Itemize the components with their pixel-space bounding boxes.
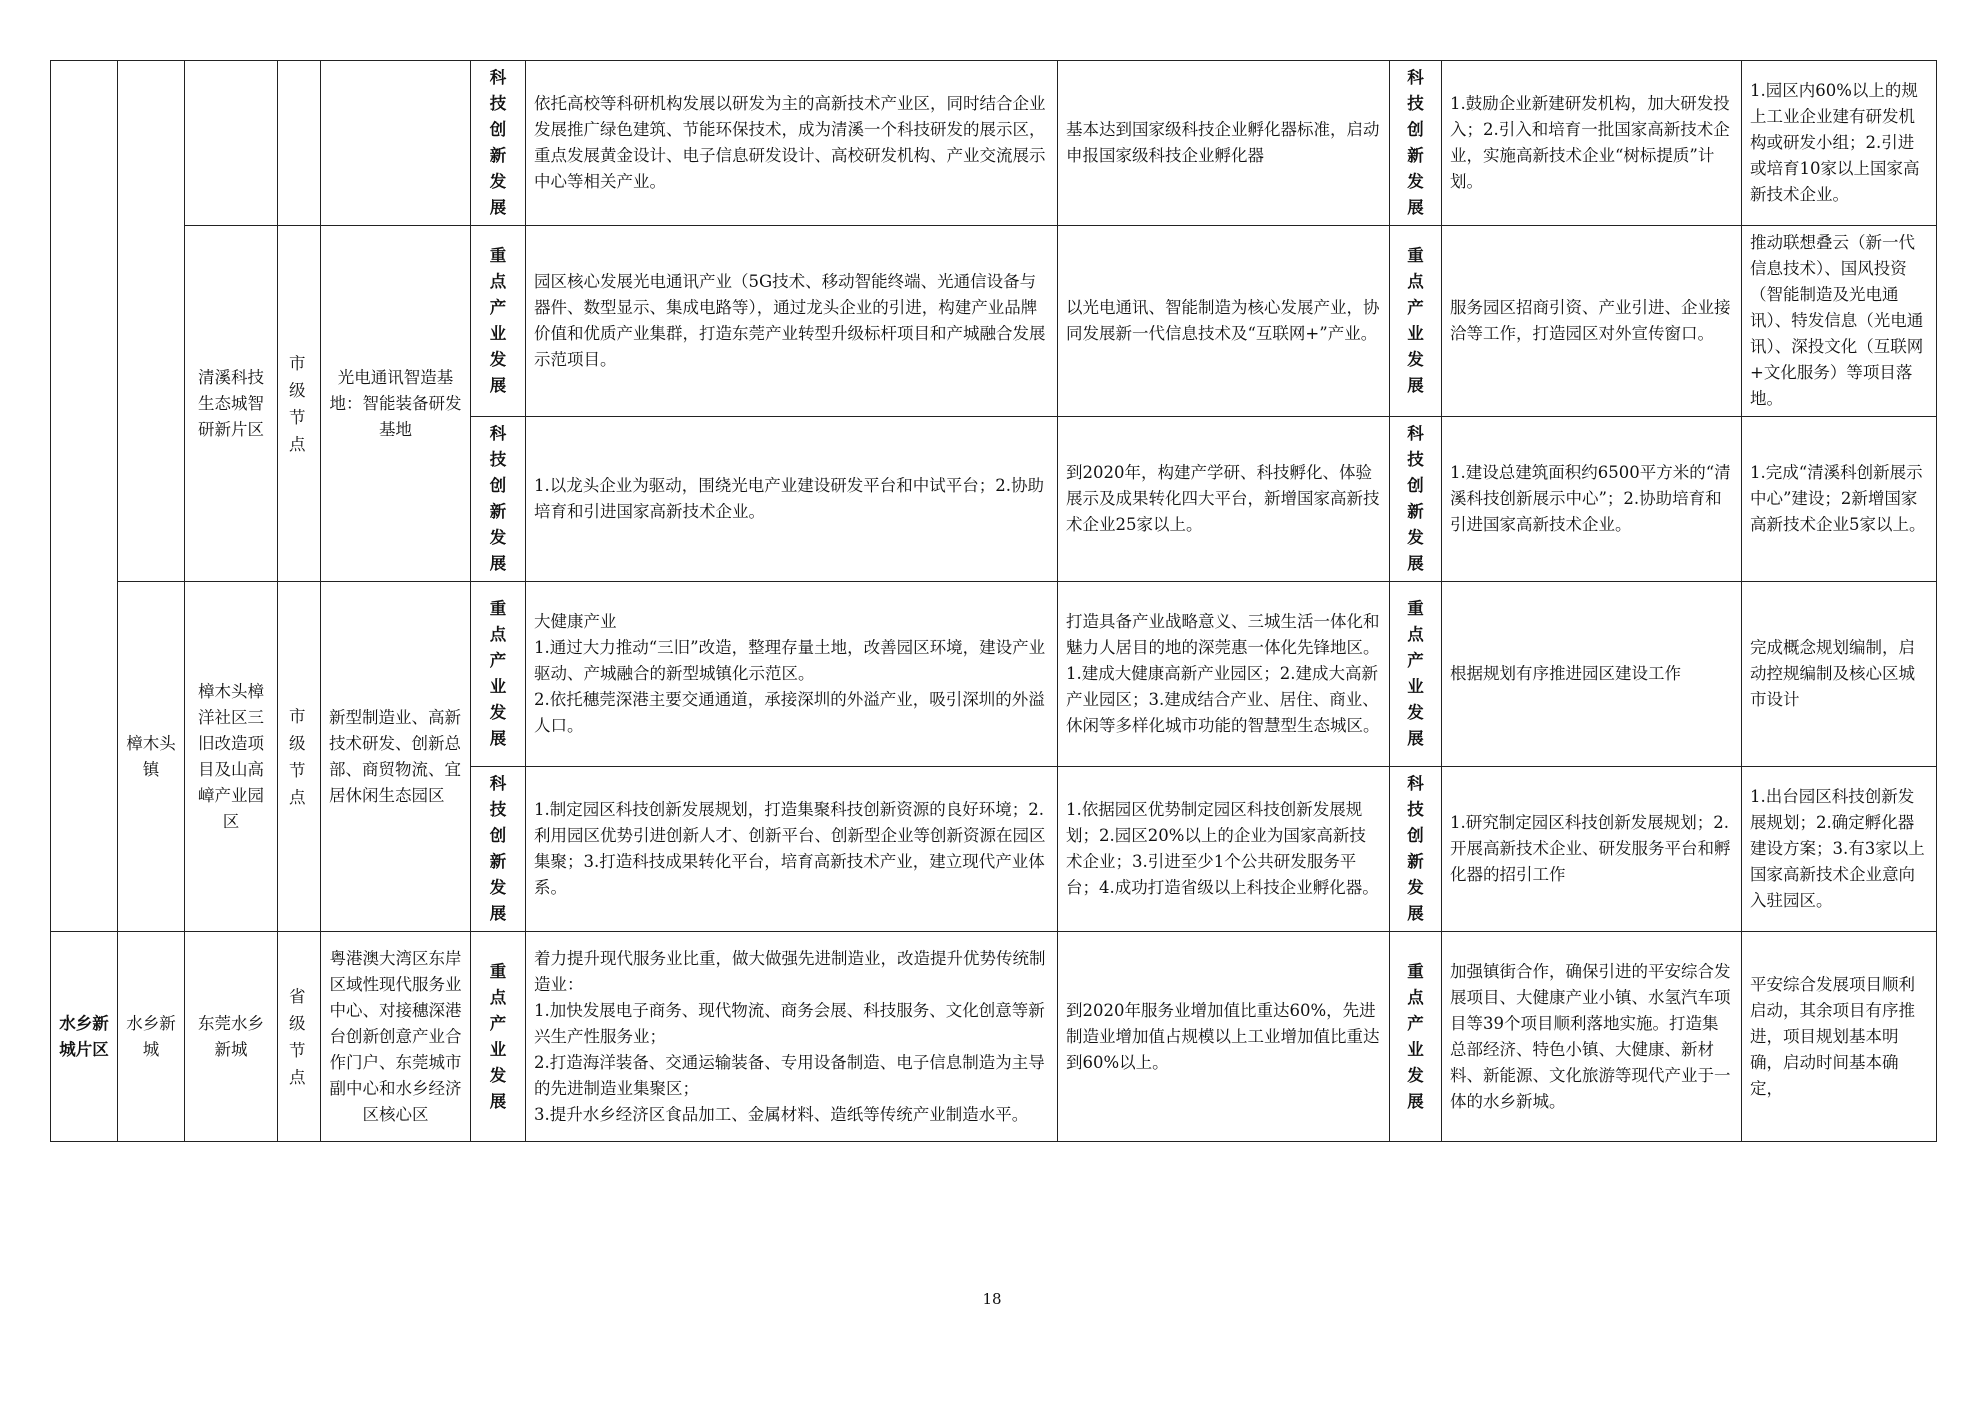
- description-cell: 1.以龙头企业为驱动，围绕光电产业建设研发平台和中试平台；2.协助培育和引进国家高新技术企业。: [526, 417, 1058, 582]
- category-cell: 科技创新发展: [471, 417, 526, 582]
- category-cell: 科技创新发展: [471, 767, 526, 932]
- level-cell: 省级节点: [278, 932, 321, 1142]
- goal-cell: 以光电通讯、智能制造为核心发展产业，协同发展新一代信息技术及“互联网+”产业。: [1058, 226, 1390, 417]
- category-cell: 重点产业发展: [471, 226, 526, 417]
- progress-cell: 1.完成“清溪科创新展示中心”建设；2新增国家高新技术企业5家以上。: [1742, 417, 1937, 582]
- park-cell-empty: [185, 61, 278, 226]
- description-cell: 大健康产业 1.通过大力推动“三旧”改造，整理存量土地，改善园区环境，建设产业驱动、产城融合的新型城镇化示范区。 2.依托穗莞深港主要交通通道，承接深圳的外溢产业，吸引深圳的外溢人口。: [526, 582, 1058, 767]
- progress-cell: 平安综合发展项目顺利启动，其余项目有序推进，项目规划基本明确，启动时间基本确定，: [1742, 932, 1937, 1142]
- level-cell-empty: [278, 61, 321, 226]
- positioning-cell: 新型制造业、高新技术研发、创新总部、商贸物流、宜居休闲生态园区: [321, 582, 471, 932]
- level-cell: 市级节点: [278, 582, 321, 932]
- page-number: 18: [982, 1290, 1002, 1308]
- table-row: [51, 226, 1937, 417]
- positioning-cell-empty: [321, 61, 471, 226]
- district-cell-empty: [51, 61, 118, 932]
- planning-table: [50, 60, 1937, 1142]
- goal-cell: 基本达到国家级科技企业孵化器标准，启动申报国家级科技企业孵化器: [1058, 61, 1390, 226]
- progress-cell: 推动联想叠云（新一代信息技术）、国风投资（智能制造及光电通讯）、特发信息（光电通讯）、深投文化（互联网+文化服务）等项目落地。: [1742, 226, 1937, 417]
- progress-cell: 1.园区内60%以上的规上工业企业建有研发机构或研发小组；2.引进或培育10家以上国家高新技术企业。: [1742, 61, 1937, 226]
- measures-cell: 1.鼓励企业新建研发机构，加大研发投入；2.引入和培育一批国家高新技术企业，实施高新技术企业“树标提质”计划。: [1442, 61, 1742, 226]
- description-cell: 依托高校等科研机构发展以研发为主的高新技术产业区，同时结合企业发展推广绿色建筑、节能环保技术，成为清溪一个科技研发的展示区，重点发展黄金设计、电子信息研发设计、高校研发机构、产业交流展示中心等相关产业。: [526, 61, 1058, 226]
- park-cell: 东莞水乡新城: [185, 932, 278, 1142]
- progress-cell: 完成概念规划编制，启动控规编制及核心区城市设计: [1742, 582, 1937, 767]
- category-cell: 重点产业发展: [1390, 932, 1442, 1142]
- measures-cell: 1.建设总建筑面积约6500平方米的“清溪科技创新展示中心”；2.协助培育和引进国家高新技术企业。: [1442, 417, 1742, 582]
- goal-cell: 到2020年，构建产学研、科技孵化、体验展示及成果转化四大平台，新增国家高新技术企业25家以上。: [1058, 417, 1390, 582]
- category-cell: 科技创新发展: [1390, 417, 1442, 582]
- table-row: [51, 582, 1937, 767]
- description-cell: 园区核心发展光电通讯产业（5G技术、移动智能终端、光通信设备与器件、数型显示、集成电路等），通过龙头企业的引进，构建产业品牌价值和优质产业集群，打造东莞产业转型升级标杆项目和产城融合发展示范项目。: [526, 226, 1058, 417]
- category-cell: 重点产业发展: [1390, 226, 1442, 417]
- district-cell: 水乡新城片区: [51, 932, 118, 1142]
- measures-cell: 根据规划有序推进园区建设工作: [1442, 582, 1742, 767]
- category-cell: 科技创新发展: [471, 61, 526, 226]
- park-cell: 清溪科技生态城智研新片区: [185, 226, 278, 582]
- description-cell: 着力提升现代服务业比重，做大做强先进制造业，改造提升优势传统制造业： 1.加快发展电子商务、现代物流、商务会展、科技服务、文化创意等新兴生产性服务业； 2.打造海洋装备、交通运输装备、专用设备制造、电子信息制造为主导的先进制造业集聚区； 3.提升水乡经济区食品加工、金属材料、造纸等传统产业制造水平。: [526, 932, 1058, 1142]
- town-cell: 水乡新城: [118, 932, 185, 1142]
- category-cell: 重点产业发展: [471, 582, 526, 767]
- table-row: [51, 932, 1937, 1142]
- measures-cell: 1.研究制定园区科技创新发展规划；2.开展高新技术企业、研发服务平台和孵化器的招引工作: [1442, 767, 1742, 932]
- level-cell: 市级节点: [278, 226, 321, 582]
- goal-cell: 1.依据园区优势制定园区科技创新发展规划；2.园区20%以上的企业为国家高新技术企业；3.引进至少1个公共研发服务平台；4.成功打造省级以上科技企业孵化器。: [1058, 767, 1390, 932]
- category-cell: 科技创新发展: [1390, 767, 1442, 932]
- measures-cell: 加强镇街合作，确保引进的平安综合发展项目、大健康产业小镇、水氢汽车项目等39个项目顺利落地实施。打造集总部经济、特色小镇、大健康、新材料、新能源、文化旅游等现代产业于一体的水乡新城。: [1442, 932, 1742, 1142]
- goal-cell: 打造具备产业战略意义、三城生活一体化和魅力人居目的地的深莞惠一体化先锋地区。1.建成大健康高新产业园区；2.建成大高新产业园区；3.建成结合产业、居住、商业、休闲等多样化城市功能的智慧型生态城区。: [1058, 582, 1390, 767]
- description-cell: 1.制定园区科技创新发展规划，打造集聚科技创新资源的良好环境；2.利用园区优势引进创新人才、创新平台、创新型企业等创新资源在园区集聚；3.打造科技成果转化平台，培育高新技术产业，建立现代产业体系。: [526, 767, 1058, 932]
- category-cell: 重点产业发展: [1390, 582, 1442, 767]
- positioning-cell: 粤港澳大湾区东岸区域性现代服务业中心、对接穗深港台创新创意产业合作门户、东莞城市副中心和水乡经济区核心区: [321, 932, 471, 1142]
- park-cell: 樟木头樟洋社区三旧改造项目及山高嶂产业园区: [185, 582, 278, 932]
- town-cell-empty: [118, 61, 185, 582]
- positioning-cell: 光电通讯智造基地：智能装备研发基地: [321, 226, 471, 582]
- goal-cell: 到2020年服务业增加值比重达60%，先进制造业增加值占规模以上工业增加值比重达到60%以上。: [1058, 932, 1390, 1142]
- town-cell: 樟木头镇: [118, 582, 185, 932]
- table-row: [51, 61, 1937, 226]
- measures-cell: 服务园区招商引资、产业引进、企业接洽等工作，打造园区对外宣传窗口。: [1442, 226, 1742, 417]
- category-cell: 科技创新发展: [1390, 61, 1442, 226]
- category-cell: 重点产业发展: [471, 932, 526, 1142]
- progress-cell: 1.出台园区科技创新发展规划；2.确定孵化器建设方案；3.有3家以上国家高新技术企业意向入驻园区。: [1742, 767, 1937, 932]
